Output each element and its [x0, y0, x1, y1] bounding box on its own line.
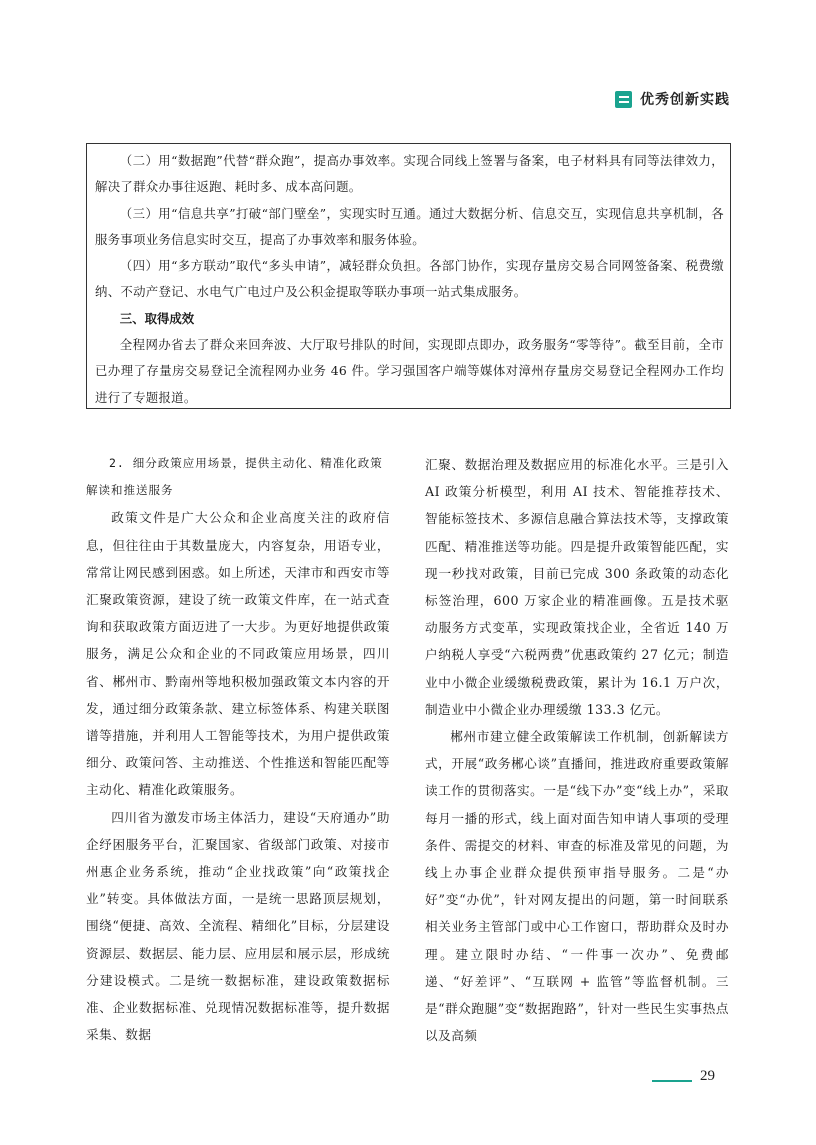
right-paragraph-2: 郴州市建立健全政策解读工作机制，创新解读方式，开展“政务郴心谈”直播间，推进政府重要政策解读工作的贯彻落实。一是“线下办”变“线上办”，采取每月一播的形式，线上面对面告知申请人事项的受理条件、需提交的材料、审查的标准及常见的问题，为线上办事企业群众提供预审指导服务。二是“办好”变“办优”，针对网友提出的问题，第一时间联系相关业务主管部门或中心工作窗口，帮助群众及时办理。建立限时办结、“一件事一次办”、免费邮递、“好差评”、“互联网 + 监管”等监督机制。三是“群众跑腿”变“数据跑路”，针对一些民生实事热点以及高频 — [425, 729, 729, 1044]
right-column — [425, 451, 729, 1049]
section-header — [615, 89, 730, 109]
left-column — [86, 450, 390, 1048]
case-box — [86, 143, 731, 409]
box-paragraph-4: （四）用“多方联动”取代“多头申请”，减轻群众负担。各部门协作，实现存量房交易合同网签备案、税费缴纳、不动产登记、水电气广电过户及公积金提取等联办事项一站式集成服务。 — [95, 258, 724, 300]
box-results-heading: 三、取得成效 — [119, 310, 195, 326]
box-paragraph-2: （二）用“数据跑”代替“群众跑”，提高办事效率。实现合同线上签署与备案，电子材料具有同等法律效力，解决了群众办事往返跑、耗时多、成本高问题。 — [95, 153, 724, 195]
subsection-heading: 2. 细分政策应用场景，提供主动化、精准化政策解读和推送服务 — [86, 456, 383, 498]
box-results-text: 全程网办省去了群众来回奔波、大厅取号排队的时间，实现即点即办，政务服务“零等待”。截至目前，全市已办理了存量房交易登记全流程网办业务 46 件。学习强国客户端等媒体对漳州存量房交易登记全程网办工作均进行了专题报道。 — [95, 337, 724, 405]
footer-accent-line — [652, 1080, 692, 1082]
section-list-icon — [615, 91, 632, 108]
right-paragraph-1: 汇聚、数据治理及数据应用的标准化水平。三是引入 AI 政策分析模型，利用 AI 技术、智能推荐技术、智能标签技术、多源信息融合算法技术等，支撑政策匹配、精准推送等功能。四是提升政策智能匹配，实现一秒找对政策，目前已完成 300 条政策的动态化标签治理，600 万家企业的精准画像。五是技术驱动服务方式变革，实现政策找企业，全省近 140 万户纳税人享受“六税两费”优惠政策约 27 亿元；制造业中小微企业缓缴税费政策，累计为 16.1 万户次，制造业中小微企业办理缓缴 133.3 亿元。 — [425, 457, 729, 717]
left-paragraph-2: 四川省为激发市场主体活力，建设“天府通办”助企纾困服务平台，汇聚国家、省级部门政策、对接市州惠企业务系统，推动“企业找政策”向“政策找企业”转变。具体做法方面，一是统一思路顶层规划，围绕“便捷、高效、全流程、精细化”目标，分层建设资源层、数据层、能力层、应用层和展示层，形成统分建设模式。二是统一数据标准，建设政策数据标准、企业数据标准、兑现情况数据标准等，提升数据采集、数据 — [86, 809, 390, 1043]
box-paragraph-3: （三）用“信息共享”打破“部门壁垒”，实现实时互通。通过大数据分析、信息交互，实现信息共享机制，各服务事项业务信息实时交互，提高了办事效率和服务体验。 — [95, 205, 724, 247]
page-number: 29 — [700, 1068, 715, 1084]
left-paragraph-1: 政策文件是广大公众和企业高度关注的政府信息，但往往由于其数量庞大，内容复杂，用语专业，常常让网民感到困惑。如上所述，天津市和西安市等汇聚政策资源，建设了统一政策文件库，在一站式查询和获取政策方面迈进了一大步。为更好地提供政策服务，满足公众和企业的不同政策应用场景，四川省、郴州市、黔南州等地积极加强政策文本内容的开发，通过细分政策条款、建立标签体系、构建关联图谱等措施，并利用人工智能等技术，为用户提供政策细分、政策问答、主动推送、个性推送和智能匹配等主动化、精准化政策服务。 — [86, 510, 390, 798]
section-title: 优秀创新实践 — [640, 92, 730, 108]
